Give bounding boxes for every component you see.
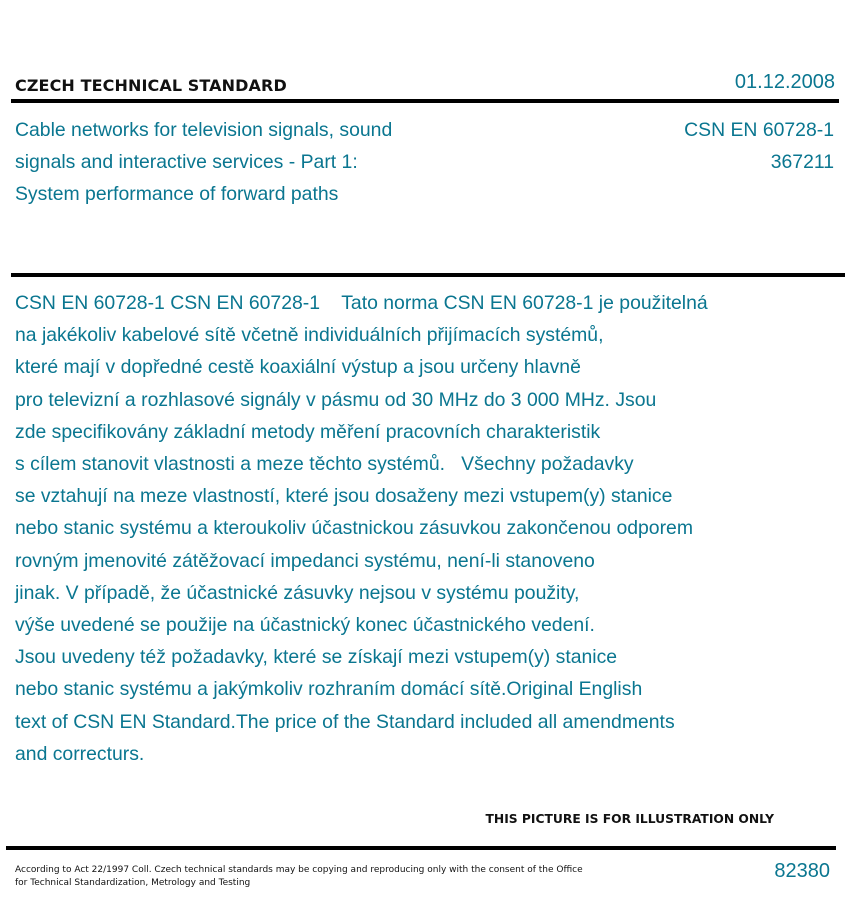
description-line: CSN EN 60728-1 CSN EN 60728-1 Tato norma CSN EN 60728-1 je použitelná — [15, 292, 708, 314]
description-line: které mají v dopředné cestě koaxiální výstup a jsou určeny hlavně — [15, 356, 581, 379]
section-divider — [11, 273, 845, 277]
standard-number: CSN EN 60728-1 — [684, 119, 834, 141]
standard-description — [15, 287, 835, 770]
standard-title-line: Cable networks for television signals, sound — [15, 119, 393, 141]
description-line: výše uvedené se použije na účastnický konec účastnického vedení. — [15, 614, 595, 637]
description-line: and correcturs. — [15, 742, 145, 765]
description-line: na jakékoliv kabelové sítě včetně individuálních přijímacích systémů, — [15, 324, 604, 347]
standard-title-line: signals and interactive services - Part 1: — [15, 151, 358, 173]
standard-title — [15, 114, 485, 210]
description-line: text of CSN EN Standard.The price of the Standard included all amendments — [15, 710, 675, 733]
document-type-label: CZECH TECHNICAL STANDARD — [15, 76, 287, 95]
document-code: 82380 — [774, 860, 830, 882]
legal-notice-line: According to Act 22/1997 Coll. Czech technical standards may be copying and reproducing only with the consent of the Office — [15, 865, 583, 875]
standard-identifiers — [684, 114, 834, 178]
description-line: pro televizní a rozhlasové signály v pásmu od 30 MHz do 3 000 MHz. Jsou — [15, 388, 657, 411]
illustration-disclaimer: THIS PICTURE IS FOR ILLUSTRATION ONLY — [485, 812, 774, 826]
header-divider — [11, 99, 839, 103]
description-line: se vztahují na meze vlastností, které jsou dosaženy mezi vstupem(y) stanice — [15, 485, 673, 508]
description-line: s cílem stanovit vlastnosti a meze těchto systémů. Všechny požadavky — [15, 453, 634, 476]
description-line: nebo stanic systému a kteroukoliv účastnickou zásuvkou zakončenou odporem — [15, 517, 693, 540]
description-line: zde specifikovány základní metody měření pracovních charakteristik — [15, 420, 601, 443]
description-line: jinak. V případě, že účastnické zásuvky nejsou v systému použity, — [15, 581, 580, 604]
issue-date: 01.12.2008 — [734, 71, 835, 93]
description-line: rovným jmenovité zátěžovací impedanci systému, není-li stanoveno — [15, 549, 595, 572]
legal-notice — [15, 864, 615, 890]
standard-title-line: System performance of forward paths — [15, 183, 339, 205]
catalog-number: 367211 — [770, 151, 834, 173]
description-line: nebo stanic systému a jakýmkoliv rozhraním domácí sítě.Original English — [15, 678, 643, 701]
footer-divider — [6, 846, 836, 850]
legal-notice-line: for Technical Standardization, Metrology and Testing — [15, 878, 251, 888]
description-line: Jsou uvedeny též požadavky, které se získají mezi vstupem(y) stanice — [15, 646, 618, 669]
